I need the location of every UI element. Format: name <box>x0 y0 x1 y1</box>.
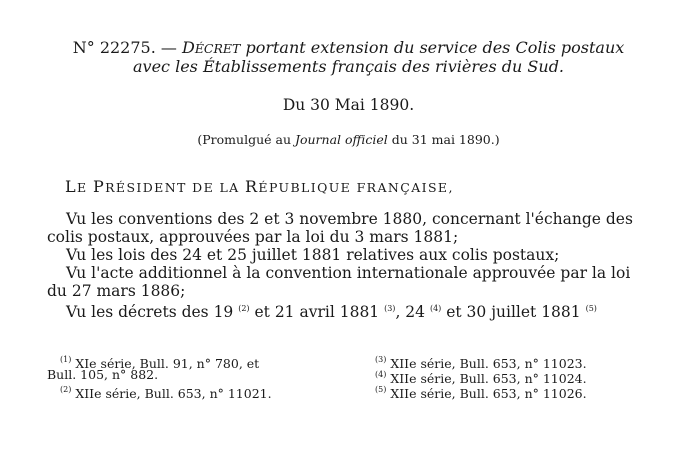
body-line-1: Vu les conventions des 2 et 3 novembre 1880, concernant l'échange des <box>66 210 633 228</box>
footnote-4-mark: (4) <box>375 370 387 379</box>
title-rest: portant extension du service des Colis postaux <box>240 38 625 57</box>
footnote-ref-5: (5) <box>585 304 597 313</box>
body-line-2: colis postaux, approuvées par la loi du 3 mars 1881; <box>47 228 459 246</box>
footnote-1-mark: (1) <box>60 355 72 364</box>
line6-part-d: et 30 juillet 1881 <box>441 303 586 321</box>
footnote-3-text: XIIe série, Bull. 653, n° 11023. <box>386 356 587 371</box>
decree-number: N° 22275. <box>72 38 156 57</box>
president-cap-p: P <box>92 177 106 196</box>
title-small-caps: ÉCRET <box>194 41 241 56</box>
footnote-ref-4: (4) <box>429 304 442 313</box>
footnote-5-mark: (5) <box>375 385 387 394</box>
president-small-3: ÉPUBLIQUE FRANÇAISE, <box>258 180 454 195</box>
president-heading <box>65 177 454 196</box>
footnote-2-text: XIIe série, Bull. 653, n° 11021. <box>71 386 272 401</box>
line6-part-b: et 21 avril 1881 <box>249 303 385 321</box>
promulgation-prefix: (Promulgué au <box>197 132 295 147</box>
footnote-1-cont: Bull. 105, n° 882. <box>47 367 159 382</box>
title-dash: — <box>155 38 182 57</box>
footnote-5 <box>375 382 587 401</box>
president-cap-l: L <box>65 177 78 196</box>
body-line-4: Vu l'acte additionnel à la convention internationale approuvée par la loi <box>66 264 631 282</box>
line6-part-c: , 24 <box>395 303 430 321</box>
body-line-5: du 27 mars 1886; <box>47 282 186 300</box>
president-small-2: RÉSIDENT DE LA <box>105 180 245 195</box>
footnote-3-mark: (3) <box>375 355 387 364</box>
promulgation-suffix: du 31 mai 1890.) <box>387 132 500 147</box>
footnote-5-text: XIIe série, Bull. 653, n° 11026. <box>386 386 587 401</box>
president-cap-r: R <box>244 177 259 196</box>
title-cap: D <box>181 38 195 57</box>
footnote-1-text: XIe série, Bull. 91, n° 780, et <box>71 356 260 371</box>
footnote-ref-2: (2) <box>238 304 250 313</box>
footnote-ref-3: (3) <box>384 304 396 313</box>
promulgation-note <box>0 132 697 148</box>
decree-date: Du 30 Mai 1890. <box>282 96 415 114</box>
footnote-2 <box>60 382 272 401</box>
decree-title-line2: avec les Établissements français des rivières du Sud. <box>132 57 565 76</box>
journal-name: Journal officiel <box>294 132 388 147</box>
line6-part-a: Vu les décrets des 19 <box>66 303 239 321</box>
body-line-3: Vu les lois des 24 et 25 juillet 1881 relatives aux colis postaux; <box>66 246 560 264</box>
footnote-2-mark: (2) <box>60 385 72 394</box>
decree-title-line1 <box>0 38 697 58</box>
footnote-4-text: XIIe série, Bull. 653, n° 11024. <box>386 371 587 386</box>
president-small-1: E <box>77 180 93 195</box>
body-line-6 <box>66 300 597 321</box>
